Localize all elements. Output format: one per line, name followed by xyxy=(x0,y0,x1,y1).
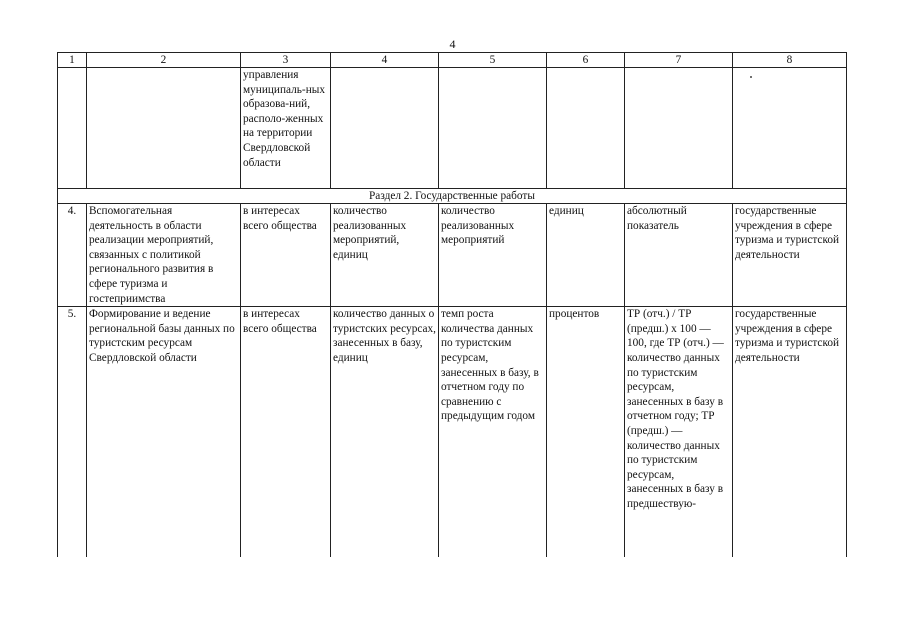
formula-cell: абсолютный показатель xyxy=(625,204,733,307)
column-number: 5 xyxy=(439,53,547,68)
column-number: 3 xyxy=(241,53,331,68)
work-name: Формирование и ведение региональной базы данных по туристским ресурсам Свердловской области xyxy=(87,307,241,558)
measure-cell: количество реализованных мероприятий xyxy=(439,204,547,307)
table-cell xyxy=(733,68,847,189)
unit-cell: единиц xyxy=(547,204,625,307)
page-number: 4 xyxy=(449,37,456,51)
row-number: 4. xyxy=(58,204,87,307)
table-cell xyxy=(58,68,87,189)
table-cell xyxy=(331,68,439,189)
column-number-row xyxy=(58,53,847,68)
continuation-row xyxy=(58,68,847,189)
section-title: Раздел 2. Государственные работы xyxy=(58,189,847,204)
table-cell xyxy=(625,68,733,189)
interests-cell: в интересах всего общества xyxy=(241,204,331,307)
table-cell xyxy=(87,68,241,189)
row-number: 5. xyxy=(58,307,87,558)
indicator-cell: количество данных о туристских ресурсах, занесенных в базу, единиц xyxy=(331,307,439,558)
measure-cell: темп роста количества данных по туристским ресурсам, занесенных в базу, в отчетном году по сравнению с предыдущим годом xyxy=(439,307,547,558)
column-number: 4 xyxy=(331,53,439,68)
indicator-cell: количество реализованных мероприятий, единиц xyxy=(331,204,439,307)
institutions-cell: государственные учреждения в сфере туризма и туристской деятельности xyxy=(733,204,847,307)
work-name: Вспомогательная деятельность в области реализации мероприятий, связанных с политикой регионального развития в сфере туризма и гостеприимства xyxy=(87,204,241,307)
table-row xyxy=(58,204,847,307)
unit-cell: процентов xyxy=(547,307,625,558)
formula-cell: ТР (отч.) / ТР (предш.) х 100 — 100, где ТР (отч.) — количество данных по туристским ресурсам, занесенных в базу в отчетном году; ТР (предш.) — количество данных по туристским ресурсам, занесенных в базу в предшествую- xyxy=(625,307,733,558)
table-cell: управления муниципаль-ных образова-ний, располо-женных на территории Свердловской области xyxy=(241,68,331,189)
table-cell xyxy=(439,68,547,189)
column-number: 8 xyxy=(733,53,847,68)
interests-cell: в интересах всего общества xyxy=(241,307,331,558)
column-number: 1 xyxy=(58,53,87,68)
table-row xyxy=(58,307,847,558)
section-row xyxy=(58,189,847,204)
column-number: 2 xyxy=(87,53,241,68)
column-number: 6 xyxy=(547,53,625,68)
institutions-cell: государственные учреждения в сфере туризма и туристской деятельности xyxy=(733,307,847,558)
table-cell xyxy=(547,68,625,189)
works-table xyxy=(57,52,847,557)
column-number: 7 xyxy=(625,53,733,68)
